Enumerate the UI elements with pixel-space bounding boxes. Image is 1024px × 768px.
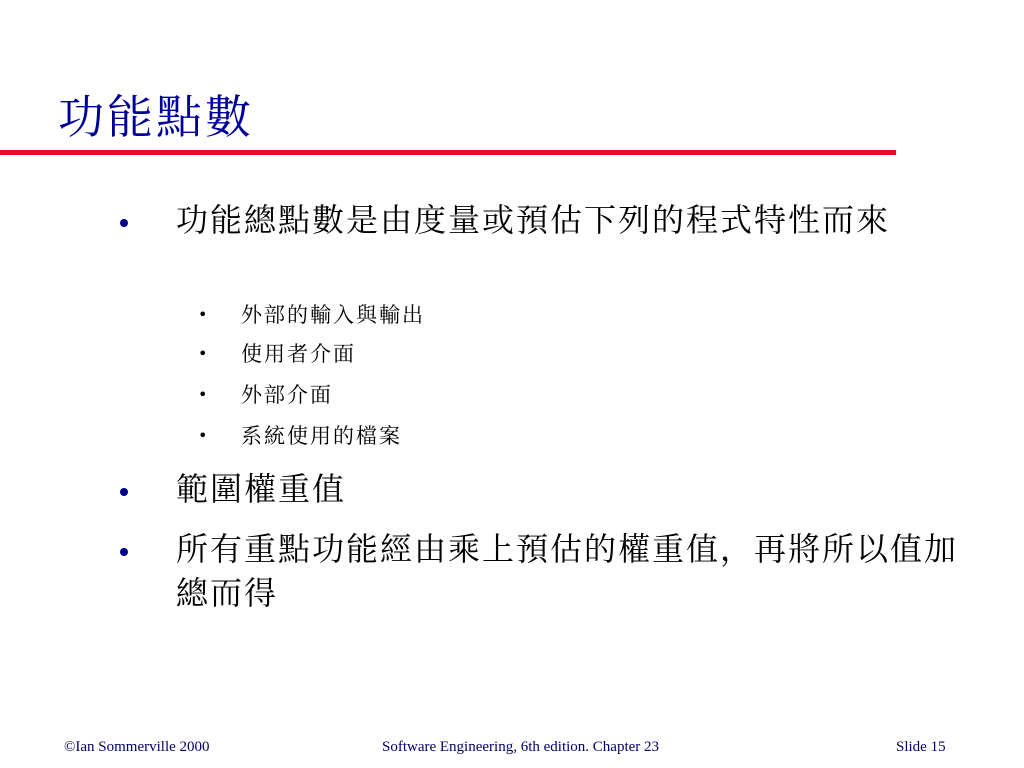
bullet-text: 功能總點數是由度量或預估下列的程式特性而來 bbox=[176, 201, 891, 239]
bullet-text: 所有重點功能經由乘上預估的權重值，再將所以值加總而得 bbox=[176, 530, 959, 612]
sub-bullet-dot-icon: • bbox=[198, 426, 210, 445]
footer-copyright: ©Ian Sommerville 2000 bbox=[64, 739, 210, 755]
sub-bullet-dot-icon: • bbox=[198, 344, 210, 363]
sub-bullet-item bbox=[198, 421, 798, 451]
sub-bullet-item bbox=[198, 380, 798, 410]
bullet-dot-icon bbox=[120, 219, 128, 227]
sub-bullet-item bbox=[198, 300, 798, 330]
bullet-item bbox=[120, 527, 980, 617]
sub-bullet-text: 外部的輸入與輸出 bbox=[241, 303, 425, 327]
bullet-dot-icon bbox=[120, 548, 128, 556]
bullet-text: 範圍權重值 bbox=[176, 470, 347, 508]
sub-bullet-dot-icon: • bbox=[198, 385, 210, 404]
footer-course-title: Software Engineering, 6th edition. Chapter 23 bbox=[382, 739, 660, 755]
sub-bullet-text: 外部介面 bbox=[241, 383, 333, 407]
bullet-dot-icon bbox=[120, 488, 128, 496]
sub-bullet-item bbox=[198, 339, 798, 369]
sub-bullet-dot-icon: • bbox=[198, 305, 210, 324]
bullet-item bbox=[120, 467, 980, 513]
slide-title: 功能點數 bbox=[58, 90, 254, 144]
footer-slide-number: Slide 15 bbox=[896, 739, 946, 755]
sub-bullet-text: 使用者介面 bbox=[241, 342, 356, 366]
bullet-item bbox=[120, 198, 980, 288]
sub-bullet-text: 系統使用的檔案 bbox=[241, 424, 402, 448]
